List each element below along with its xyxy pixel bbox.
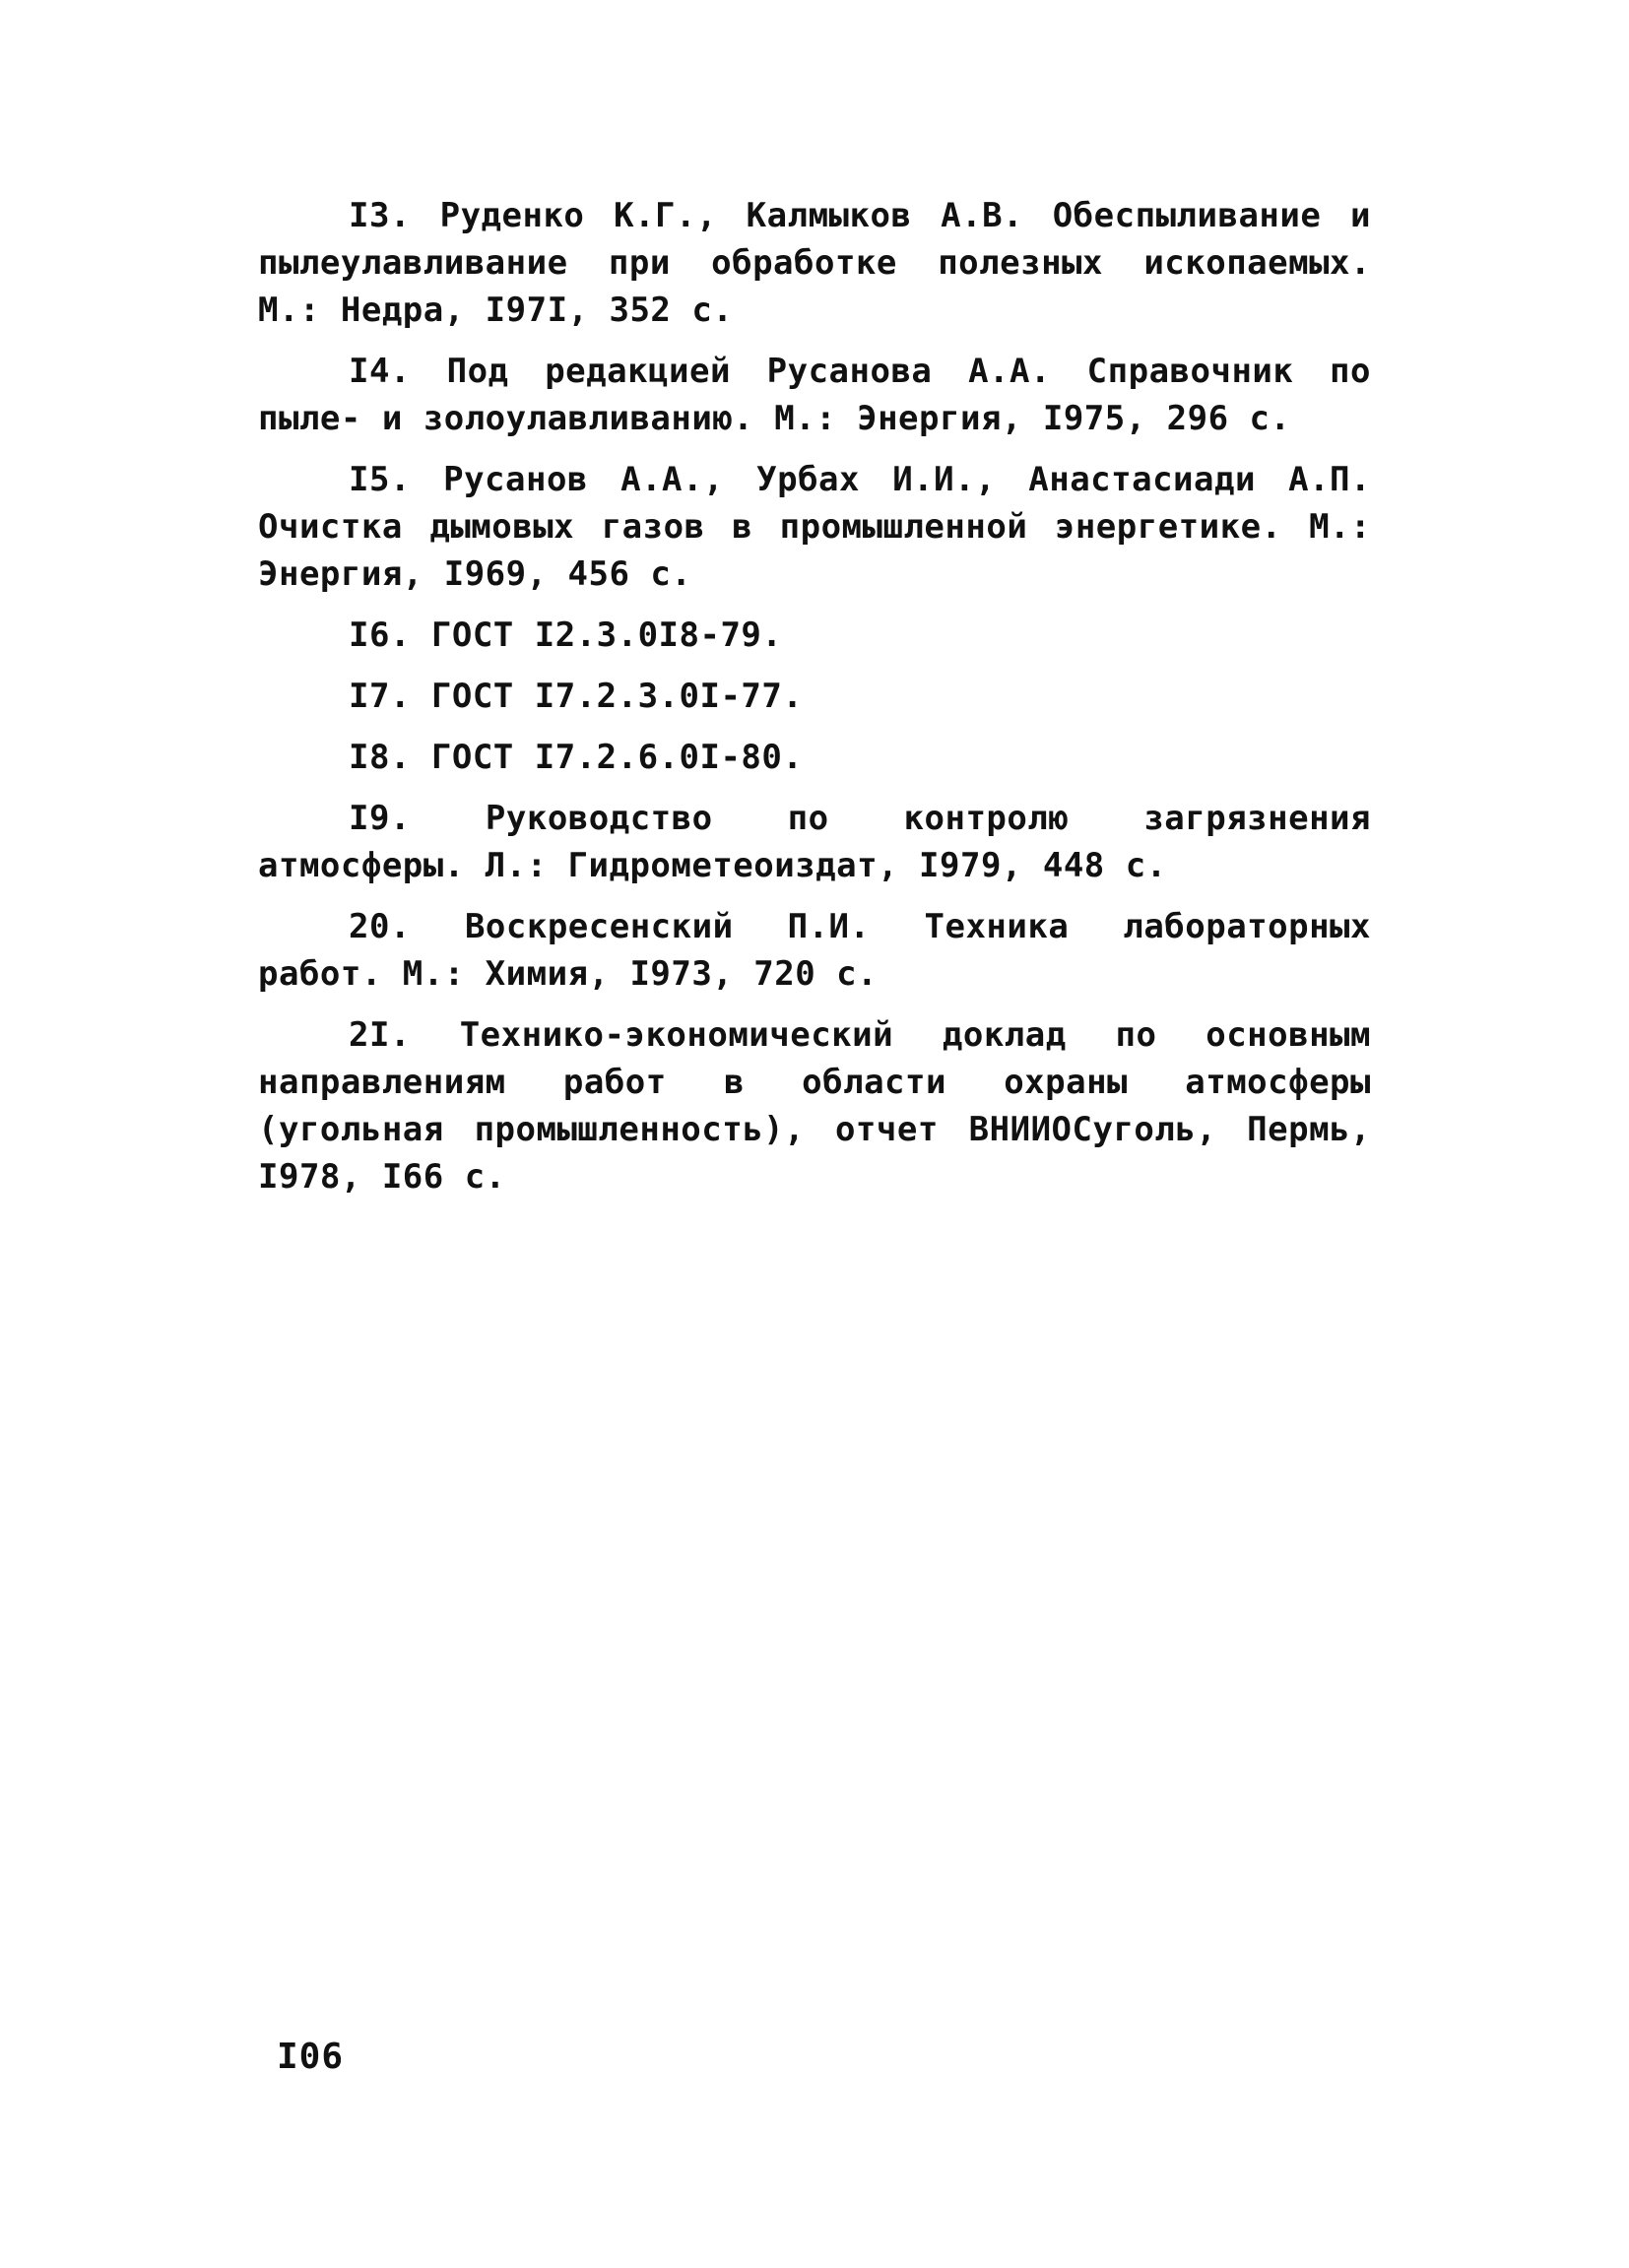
- reference-item-20: 20. Воскресенский П.И. Техника лабораторных работ. М.: Химия, I973, 720 с.: [258, 907, 1392, 994]
- reference-item-16: I6. ГОСТ I2.3.0I8-79.: [349, 616, 783, 655]
- reference-item-18: I8. ГОСТ I7.2.6.0I-80.: [349, 738, 804, 777]
- page-number: I06: [277, 2037, 345, 2077]
- reference-item-14: I4. Под редакцией Русанова А.А. Справочник по пыле- и золоулавливанию. М.: Энергия, I975, 296 с.: [258, 352, 1392, 438]
- reference-list: [258, 192, 1392, 1214]
- reference-item-17: I7. ГОСТ I7.2.3.0I-77.: [349, 677, 804, 716]
- reference-item-13: I3. Руденко К.Г., Калмыков А.В. Обеспыливание и пылеулавливание при обработке полезных ископаемых. М.: Недра, I97I, 352 с.: [258, 196, 1392, 330]
- reference-item-21: 2I. Технико-экономический доклад по основным направлениям работ в области охраны атмосферы (угольная промышленность), отчет ВНИИОСуголь, Пермь, I978, I66 с.: [258, 1015, 1392, 1197]
- reference-item-19: I9. Руководство по контролю загрязнения атмосферы. Л.: Гидрометеоиздат, I979, 448 с.: [258, 799, 1392, 885]
- reference-item-15: I5. Русанов А.А., Урбах И.И., Анастасиади А.П. Очистка дымовых газов в промышленной энергетике. М.: Энергия, I969, 456 с.: [258, 460, 1392, 594]
